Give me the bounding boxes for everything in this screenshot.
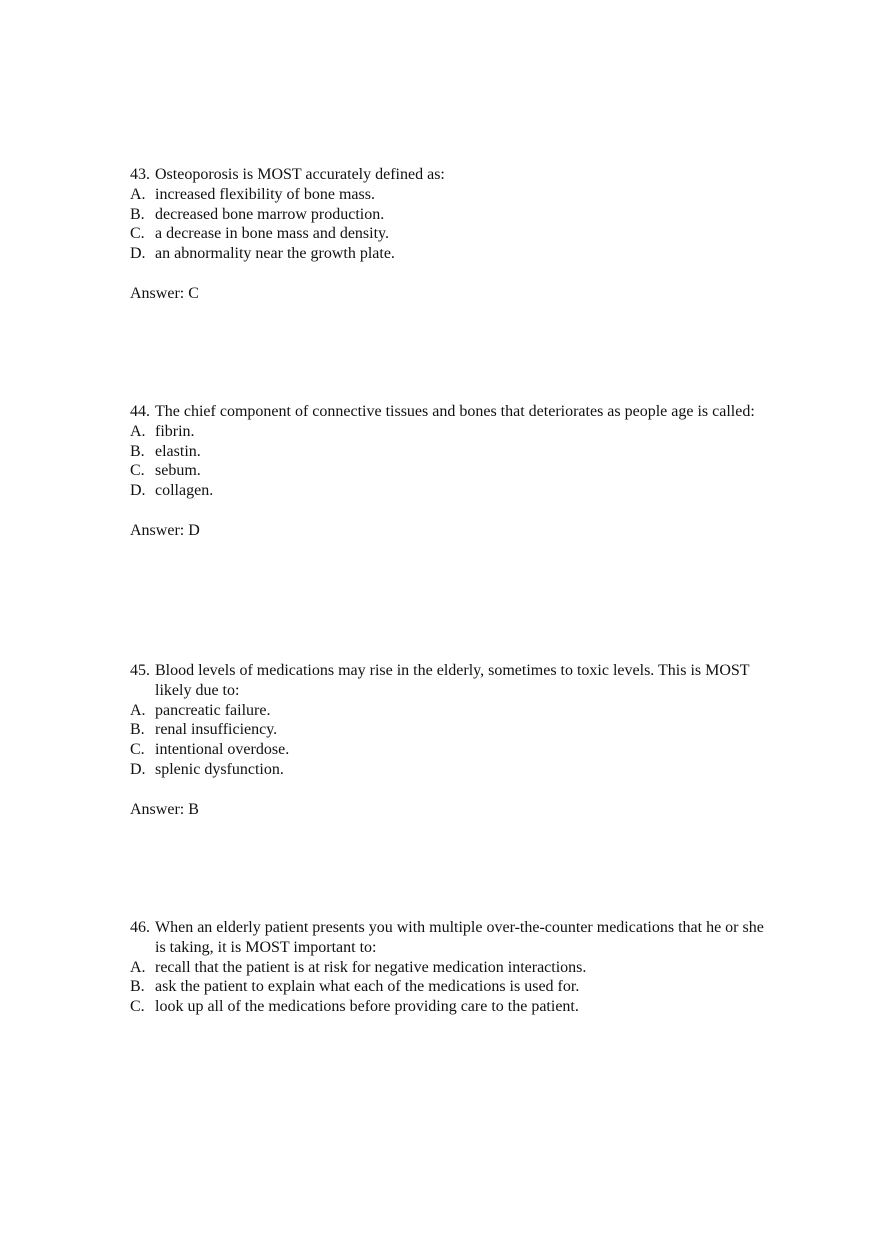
question-stem	[130, 918, 770, 958]
question-43	[130, 165, 770, 304]
option-letter: A.	[130, 185, 146, 203]
option-text: look up all of the medications before providing care to the patient.	[155, 998, 579, 1016]
option-letter: C.	[130, 741, 145, 759]
option-letter: D.	[130, 760, 146, 778]
option-letter: D.	[130, 482, 146, 500]
option-letter: D.	[130, 245, 146, 263]
option-letter: A.	[130, 422, 146, 440]
option-d	[130, 481, 770, 501]
question-number: 44.	[130, 403, 150, 420]
option-b	[130, 720, 770, 740]
question-text: Osteoporosis is MOST accurately defined as:	[155, 166, 445, 183]
option-b	[130, 977, 770, 997]
option-b	[130, 442, 770, 462]
question-stem	[130, 402, 770, 422]
option-d	[130, 760, 770, 780]
option-letter: A.	[130, 701, 146, 719]
answer-line: Answer: C	[130, 284, 199, 302]
option-letter: A.	[130, 958, 146, 976]
option-a	[130, 185, 770, 205]
option-letter: B.	[130, 978, 145, 996]
option-c	[130, 224, 770, 244]
option-letter: B.	[130, 721, 145, 739]
option-text: elastin.	[155, 442, 201, 460]
option-text: intentional overdose.	[155, 741, 290, 759]
option-a	[130, 701, 770, 721]
question-stem	[130, 661, 770, 701]
option-letter: C.	[130, 998, 145, 1016]
question-number: 45.	[130, 662, 150, 679]
option-text: collagen.	[155, 482, 214, 500]
option-text: splenic dysfunction.	[155, 760, 284, 778]
question-number: 46.	[130, 919, 150, 936]
option-text: ask the patient to explain what each of the medications is used for.	[155, 978, 580, 996]
option-text: fibrin.	[155, 422, 195, 440]
question-44	[130, 402, 770, 541]
answer-line: Answer: B	[130, 800, 199, 818]
question-number: 43.	[130, 166, 150, 183]
option-text: recall that the patient is at risk for negative medication interactions.	[155, 958, 587, 976]
answer-line: Answer: D	[130, 521, 200, 539]
option-letter: C.	[130, 225, 145, 243]
option-text: renal insufficiency.	[155, 721, 278, 739]
option-text: pancreatic failure.	[155, 701, 271, 719]
option-letter: B.	[130, 205, 145, 223]
option-letter: B.	[130, 442, 145, 460]
question-text: The chief component of connective tissues and bones that deteriorates as people age is called:	[155, 403, 755, 420]
option-a	[130, 958, 770, 978]
option-text: decreased bone marrow production.	[155, 205, 385, 223]
option-letter: C.	[130, 462, 145, 480]
option-a	[130, 422, 770, 442]
option-text: an abnormality near the growth plate.	[155, 245, 395, 263]
option-b	[130, 205, 770, 225]
option-text: increased flexibility of bone mass.	[155, 185, 375, 203]
option-c	[130, 461, 770, 481]
option-text: a decrease in bone mass and density.	[155, 225, 389, 243]
question-46	[130, 918, 770, 1017]
question-45	[130, 661, 770, 819]
option-c	[130, 740, 770, 760]
question-text: When an elderly patient presents you with multiple over-the-counter medications that he or she is taking, it is MOST important to:	[155, 919, 764, 956]
option-d	[130, 244, 770, 264]
question-text: Blood levels of medications may rise in the elderly, sometimes to toxic levels. This is MOST likely due to:	[155, 662, 750, 699]
option-c	[130, 997, 770, 1017]
option-text: sebum.	[155, 462, 201, 480]
question-stem	[130, 165, 770, 185]
